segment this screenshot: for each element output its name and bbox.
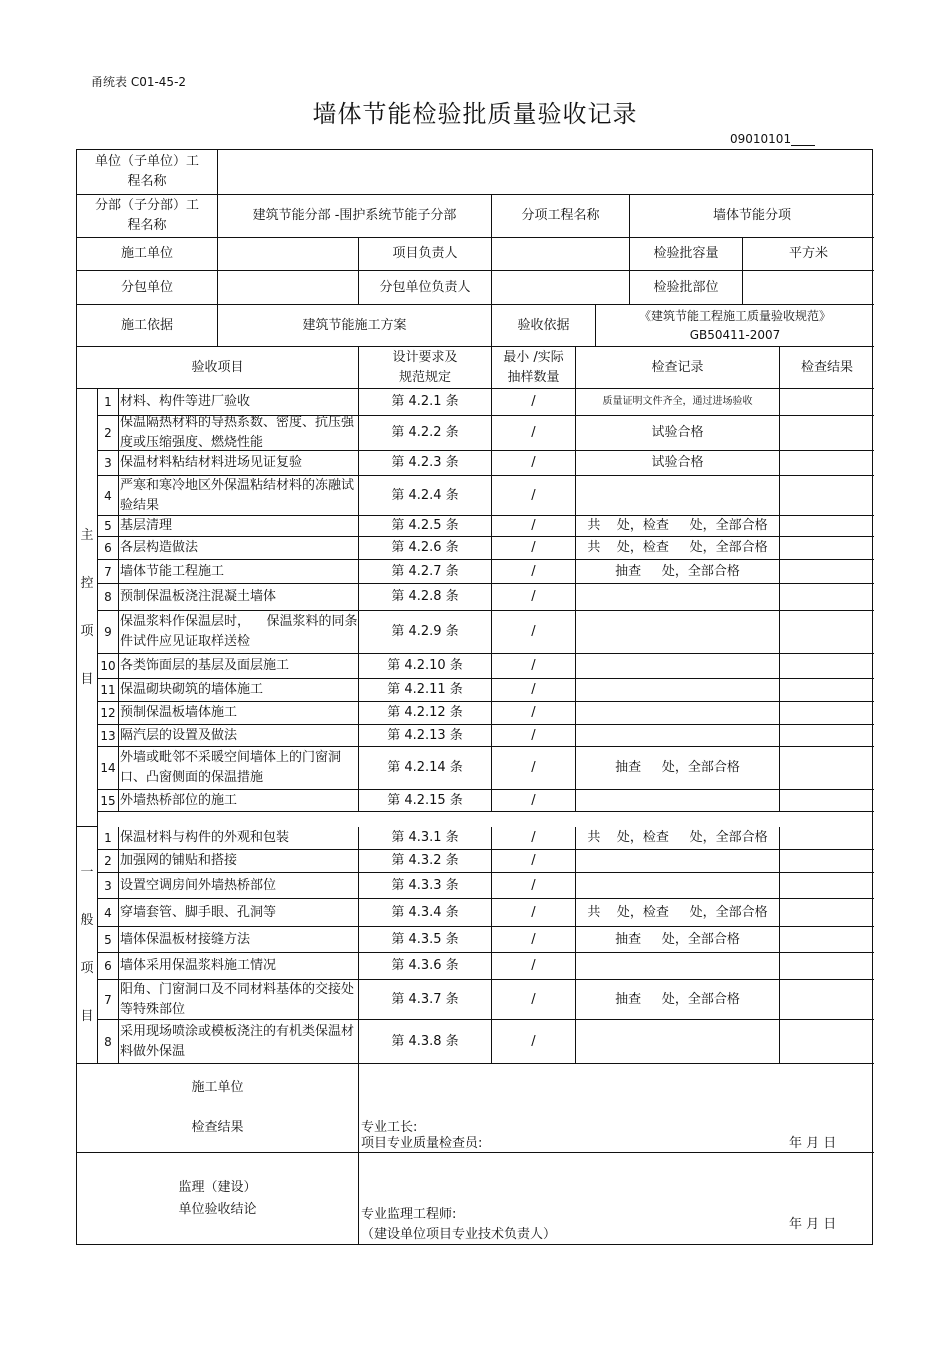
sub-pm-label: 分包单位负责人 <box>359 271 492 305</box>
division-value[interactable]: 建筑节能分部 -围护系统节能子分部 <box>218 195 492 238</box>
general-item-no: 2 <box>98 850 119 873</box>
main-item-no: 14 <box>98 747 119 790</box>
general-item-no: 7 <box>98 980 119 1020</box>
main-item-result[interactable] <box>780 702 874 725</box>
general-item-sample: / <box>492 827 576 850</box>
general-item-clause: 第 4.3.7 条 <box>359 980 492 1020</box>
main-item-sample: / <box>492 537 576 560</box>
main-item-record[interactable]: 共 处，检查 处，全部合格 <box>576 537 780 560</box>
general-item-result[interactable] <box>780 899 874 927</box>
general-item-clause: 第 4.3.3 条 <box>359 873 492 899</box>
main-item-no: 2 <box>98 416 119 451</box>
col-design-header: 设计要求及规范规定 <box>359 347 492 389</box>
main-item-name: 保温材料粘结材料进场见证复验 <box>119 451 359 476</box>
general-item-no: 5 <box>98 927 119 953</box>
main-item-name: 墙体节能工程施工 <box>119 560 359 584</box>
main-item-name: 预制保温板墙体施工 <box>119 702 359 725</box>
supervising-engineer-label: 专业监理工程师: <box>361 1207 457 1222</box>
general-item-sample: / <box>492 899 576 927</box>
general-item-result[interactable] <box>780 873 874 899</box>
main-item-result[interactable] <box>780 560 874 584</box>
main-item-result[interactable] <box>780 611 874 654</box>
footer-supervisor-sign-cell[interactable] <box>359 1153 874 1244</box>
main-item-no: 10 <box>98 654 119 679</box>
general-item-name: 保温材料与构件的外观和包装 <box>119 827 359 850</box>
main-item-name: 基层清理 <box>119 516 359 537</box>
general-item-record[interactable]: 抽查 处，全部合格 <box>576 927 780 953</box>
main-item-no: 9 <box>98 611 119 654</box>
main-item-sample: / <box>492 416 576 451</box>
general-item-name: 穿墙套管、脚手眼、孔洞等 <box>119 899 359 927</box>
main-item-record[interactable] <box>576 584 780 611</box>
basis-value[interactable]: 建筑节能施工方案 <box>218 305 492 347</box>
main-item-name: 预制保温板浇注混凝土墙体 <box>119 584 359 611</box>
general-item-result[interactable] <box>780 850 874 873</box>
main-item-sample: / <box>492 516 576 537</box>
main-item-name: 各层构造做法 <box>119 537 359 560</box>
general-item-result[interactable] <box>780 953 874 980</box>
location-value[interactable] <box>743 271 874 305</box>
col-item-header: 验收项目 <box>77 347 359 389</box>
document-number: 09010101 <box>730 132 815 146</box>
main-item-name: 外墙热桥部位的施工 <box>119 790 359 812</box>
footer-contractor-label: 施工单位 <box>191 1080 244 1095</box>
main-item-sample: / <box>492 584 576 611</box>
division-label: 分部（子分部）工程名称 <box>77 195 218 238</box>
general-item-record[interactable] <box>576 850 780 873</box>
main-item-clause: 第 4.2.9 条 <box>359 611 492 654</box>
general-item-result[interactable] <box>780 927 874 953</box>
main-item-no: 5 <box>98 516 119 537</box>
main-item-name: 各类饰面层的基层及面层施工 <box>119 654 359 679</box>
main-item-clause: 第 4.2.15 条 <box>359 790 492 812</box>
main-item-clause: 第 4.2.7 条 <box>359 560 492 584</box>
general-item-record[interactable]: 抽查 处，全部合格 <box>576 980 780 1020</box>
main-item-result[interactable] <box>780 584 874 611</box>
general-item-result[interactable] <box>780 980 874 1020</box>
general-item-name: 阳角、门窗洞口及不同材料基体的交接处等特殊部位 <box>119 980 359 1020</box>
main-item-result[interactable] <box>780 537 874 560</box>
main-item-result[interactable] <box>780 725 874 747</box>
general-item-record[interactable]: 共 处，检查 处，全部合格 <box>576 899 780 927</box>
main-item-no: 6 <box>98 537 119 560</box>
contractor-label: 施工单位 <box>77 238 218 271</box>
main-item-clause: 第 4.2.6 条 <box>359 537 492 560</box>
main-item-clause: 第 4.2.13 条 <box>359 725 492 747</box>
main-item-clause: 第 4.2.4 条 <box>359 476 492 516</box>
main-item-result[interactable] <box>780 476 874 516</box>
foreman-label: 专业工长: <box>361 1120 418 1135</box>
main-item-result[interactable] <box>780 747 874 790</box>
main-item-sample: / <box>492 611 576 654</box>
general-item-clause: 第 4.3.1 条 <box>359 827 492 850</box>
general-item-name: 采用现场喷涂或模板浇注的有机类保温材料做外保温 <box>119 1020 359 1064</box>
main-item-clause: 第 4.2.12 条 <box>359 702 492 725</box>
general-item-name: 墙体采用保温浆料施工情况 <box>119 953 359 980</box>
subitem-value[interactable]: 墙体节能分项 <box>630 195 874 238</box>
general-item-clause: 第 4.3.6 条 <box>359 953 492 980</box>
main-item-no: 13 <box>98 725 119 747</box>
main-item-sample: / <box>492 790 576 812</box>
supervisor-label: 监理（建设） <box>178 1179 257 1195</box>
main-item-clause: 第 4.2.2 条 <box>359 416 492 451</box>
general-item-clause: 第 4.3.5 条 <box>359 927 492 953</box>
main-item-name: 外墙或毗邻不采暖空间墙体上的门窗洞口、凸窗侧面的保温措施 <box>119 747 359 790</box>
main-item-clause: 第 4.2.3 条 <box>359 451 492 476</box>
col-result-header: 检查结果 <box>780 347 874 389</box>
pm-label: 项目负责人 <box>359 238 492 271</box>
main-item-clause: 第 4.2.10 条 <box>359 654 492 679</box>
main-item-result[interactable] <box>780 389 874 416</box>
main-item-sample: / <box>492 725 576 747</box>
general-item-record[interactable] <box>576 1020 780 1064</box>
form-code: 甬统表 C01-45-2 <box>91 75 187 89</box>
general-item-result[interactable] <box>780 827 874 850</box>
main-item-result[interactable] <box>780 416 874 451</box>
main-item-no: 1 <box>98 389 119 416</box>
general-item-no: 8 <box>98 1020 119 1064</box>
general-item-record[interactable] <box>576 953 780 980</box>
general-item-sample: / <box>492 927 576 953</box>
main-item-name: 保温浆料作保温层时， 保温浆料的同条件试件应见证取样送检 <box>119 611 359 654</box>
general-item-name: 加强网的铺贴和搭接 <box>119 850 359 873</box>
main-item-record[interactable] <box>576 476 780 516</box>
general-item-sample: / <box>492 980 576 1020</box>
footer-supervisor-label-cell <box>77 1153 359 1244</box>
contractor-value[interactable] <box>218 238 359 271</box>
main-item-record[interactable] <box>576 702 780 725</box>
acceptance-record-table <box>76 149 873 1245</box>
general-item-name: 设置空调房间外墙热桥部位 <box>119 873 359 899</box>
main-item-clause: 第 4.2.14 条 <box>359 747 492 790</box>
main-item-record[interactable] <box>576 725 780 747</box>
subcontractor-value[interactable] <box>218 271 359 305</box>
main-item-result[interactable] <box>780 451 874 476</box>
unit-project-value[interactable] <box>218 150 874 195</box>
main-item-result[interactable] <box>780 790 874 812</box>
contractor-date: 年 月 日 <box>789 1136 837 1151</box>
main-item-record[interactable]: 试验合格 <box>576 416 780 451</box>
footer-check-result-label: 检查结果 <box>191 1120 244 1135</box>
main-item-no: 8 <box>98 584 119 611</box>
capacity-value[interactable]: 平方米 <box>743 238 874 271</box>
main-item-no: 15 <box>98 790 119 812</box>
general-item-no: 3 <box>98 873 119 899</box>
main-item-name: 严寒和寒冷地区外保温粘结材料的冻融试验结果 <box>119 476 359 516</box>
general-item-sample: / <box>492 1020 576 1064</box>
unit-project-label: 单位（子单位）工程名称 <box>77 150 218 195</box>
supervisor-conclusion-label: 单位验收结论 <box>178 1201 257 1217</box>
main-item-record[interactable] <box>576 790 780 812</box>
general-item-record[interactable] <box>576 873 780 899</box>
main-item-no: 3 <box>98 451 119 476</box>
main-item-clause: 第 4.2.8 条 <box>359 584 492 611</box>
main-item-result[interactable] <box>780 654 874 679</box>
general-item-clause: 第 4.3.8 条 <box>359 1020 492 1064</box>
subcontractor-label: 分包单位 <box>77 271 218 305</box>
supervisor-date: 年 月 日 <box>789 1217 837 1232</box>
main-item-no: 11 <box>98 679 119 702</box>
main-item-record[interactable] <box>576 611 780 654</box>
general-item-sample: / <box>492 873 576 899</box>
main-item-record[interactable]: 质量证明文件齐全，通过进场验收 <box>576 389 780 416</box>
main-item-sample: / <box>492 702 576 725</box>
main-item-name: 材料、构件等进厂验收 <box>119 389 359 416</box>
main-item-sample: / <box>492 747 576 790</box>
main-item-record[interactable]: 抽查 处，全部合格 <box>576 747 780 790</box>
main-item-result[interactable] <box>780 679 874 702</box>
basis-label: 施工依据 <box>77 305 218 347</box>
qc-inspector-label: 项目专业质量检查员: <box>361 1136 483 1151</box>
general-item-sample: / <box>492 850 576 873</box>
main-control-group-label: 主控项目 <box>77 389 98 827</box>
col-record-header: 检查记录 <box>576 347 780 389</box>
footer-contractor-label-cell <box>77 1064 359 1153</box>
main-item-record[interactable]: 共 处，检查 处，全部合格 <box>576 516 780 537</box>
general-item-sample: / <box>492 953 576 980</box>
col-sample-header: 最小 /实际抽样数量 <box>492 347 576 389</box>
main-item-sample: / <box>492 560 576 584</box>
page-title: 墙体节能检验批质量验收记录 <box>312 100 638 128</box>
acceptance-basis-label: 验收依据 <box>492 305 596 347</box>
owner-technical-lead-label: （建设单位项目专业技术负责人） <box>361 1227 557 1242</box>
general-item-no: 6 <box>98 953 119 980</box>
general-item-no: 4 <box>98 899 119 927</box>
general-item-name: 墙体保温板材接缝方法 <box>119 927 359 953</box>
main-item-no: 12 <box>98 702 119 725</box>
main-item-sample: / <box>492 476 576 516</box>
main-item-sample: / <box>492 654 576 679</box>
main-item-name: 保温砌块砌筑的墙体施工 <box>119 679 359 702</box>
main-item-clause: 第 4.2.11 条 <box>359 679 492 702</box>
general-group-label: 一般项目 <box>77 827 98 1064</box>
main-item-record[interactable] <box>576 654 780 679</box>
main-item-clause: 第 4.2.5 条 <box>359 516 492 537</box>
main-item-name: 保温隔热材料的导热系数、密度、抗压强度或压缩强度、燃烧性能 <box>119 416 359 451</box>
main-item-sample: / <box>492 389 576 416</box>
main-item-record[interactable] <box>576 679 780 702</box>
location-label: 检验批部位 <box>630 271 743 305</box>
main-item-no: 7 <box>98 560 119 584</box>
general-item-clause: 第 4.3.4 条 <box>359 899 492 927</box>
footer-contractor-sign-cell[interactable] <box>359 1064 874 1153</box>
main-item-result[interactable] <box>780 516 874 537</box>
capacity-label: 检验批容量 <box>630 238 743 271</box>
general-item-result[interactable] <box>780 1020 874 1064</box>
general-item-clause: 第 4.3.2 条 <box>359 850 492 873</box>
main-item-name: 隔汽层的设置及做法 <box>119 725 359 747</box>
acceptance-basis-value[interactable]: 《建筑节能工程施工质量验收规范》GB50411-2007 <box>596 305 874 347</box>
subitem-label: 分项工程名称 <box>492 195 630 238</box>
general-item-no: 1 <box>98 827 119 850</box>
sub-pm-value[interactable] <box>492 271 630 305</box>
main-item-sample: / <box>492 679 576 702</box>
main-item-record[interactable]: 抽查 处，全部合格 <box>576 560 780 584</box>
pm-value[interactable] <box>492 238 630 271</box>
general-item-record[interactable]: 共 处，检查 处，全部合格 <box>576 827 780 850</box>
main-item-no: 4 <box>98 476 119 516</box>
main-item-sample: / <box>492 451 576 476</box>
main-item-record[interactable]: 试验合格 <box>576 451 780 476</box>
main-item-clause: 第 4.2.1 条 <box>359 389 492 416</box>
